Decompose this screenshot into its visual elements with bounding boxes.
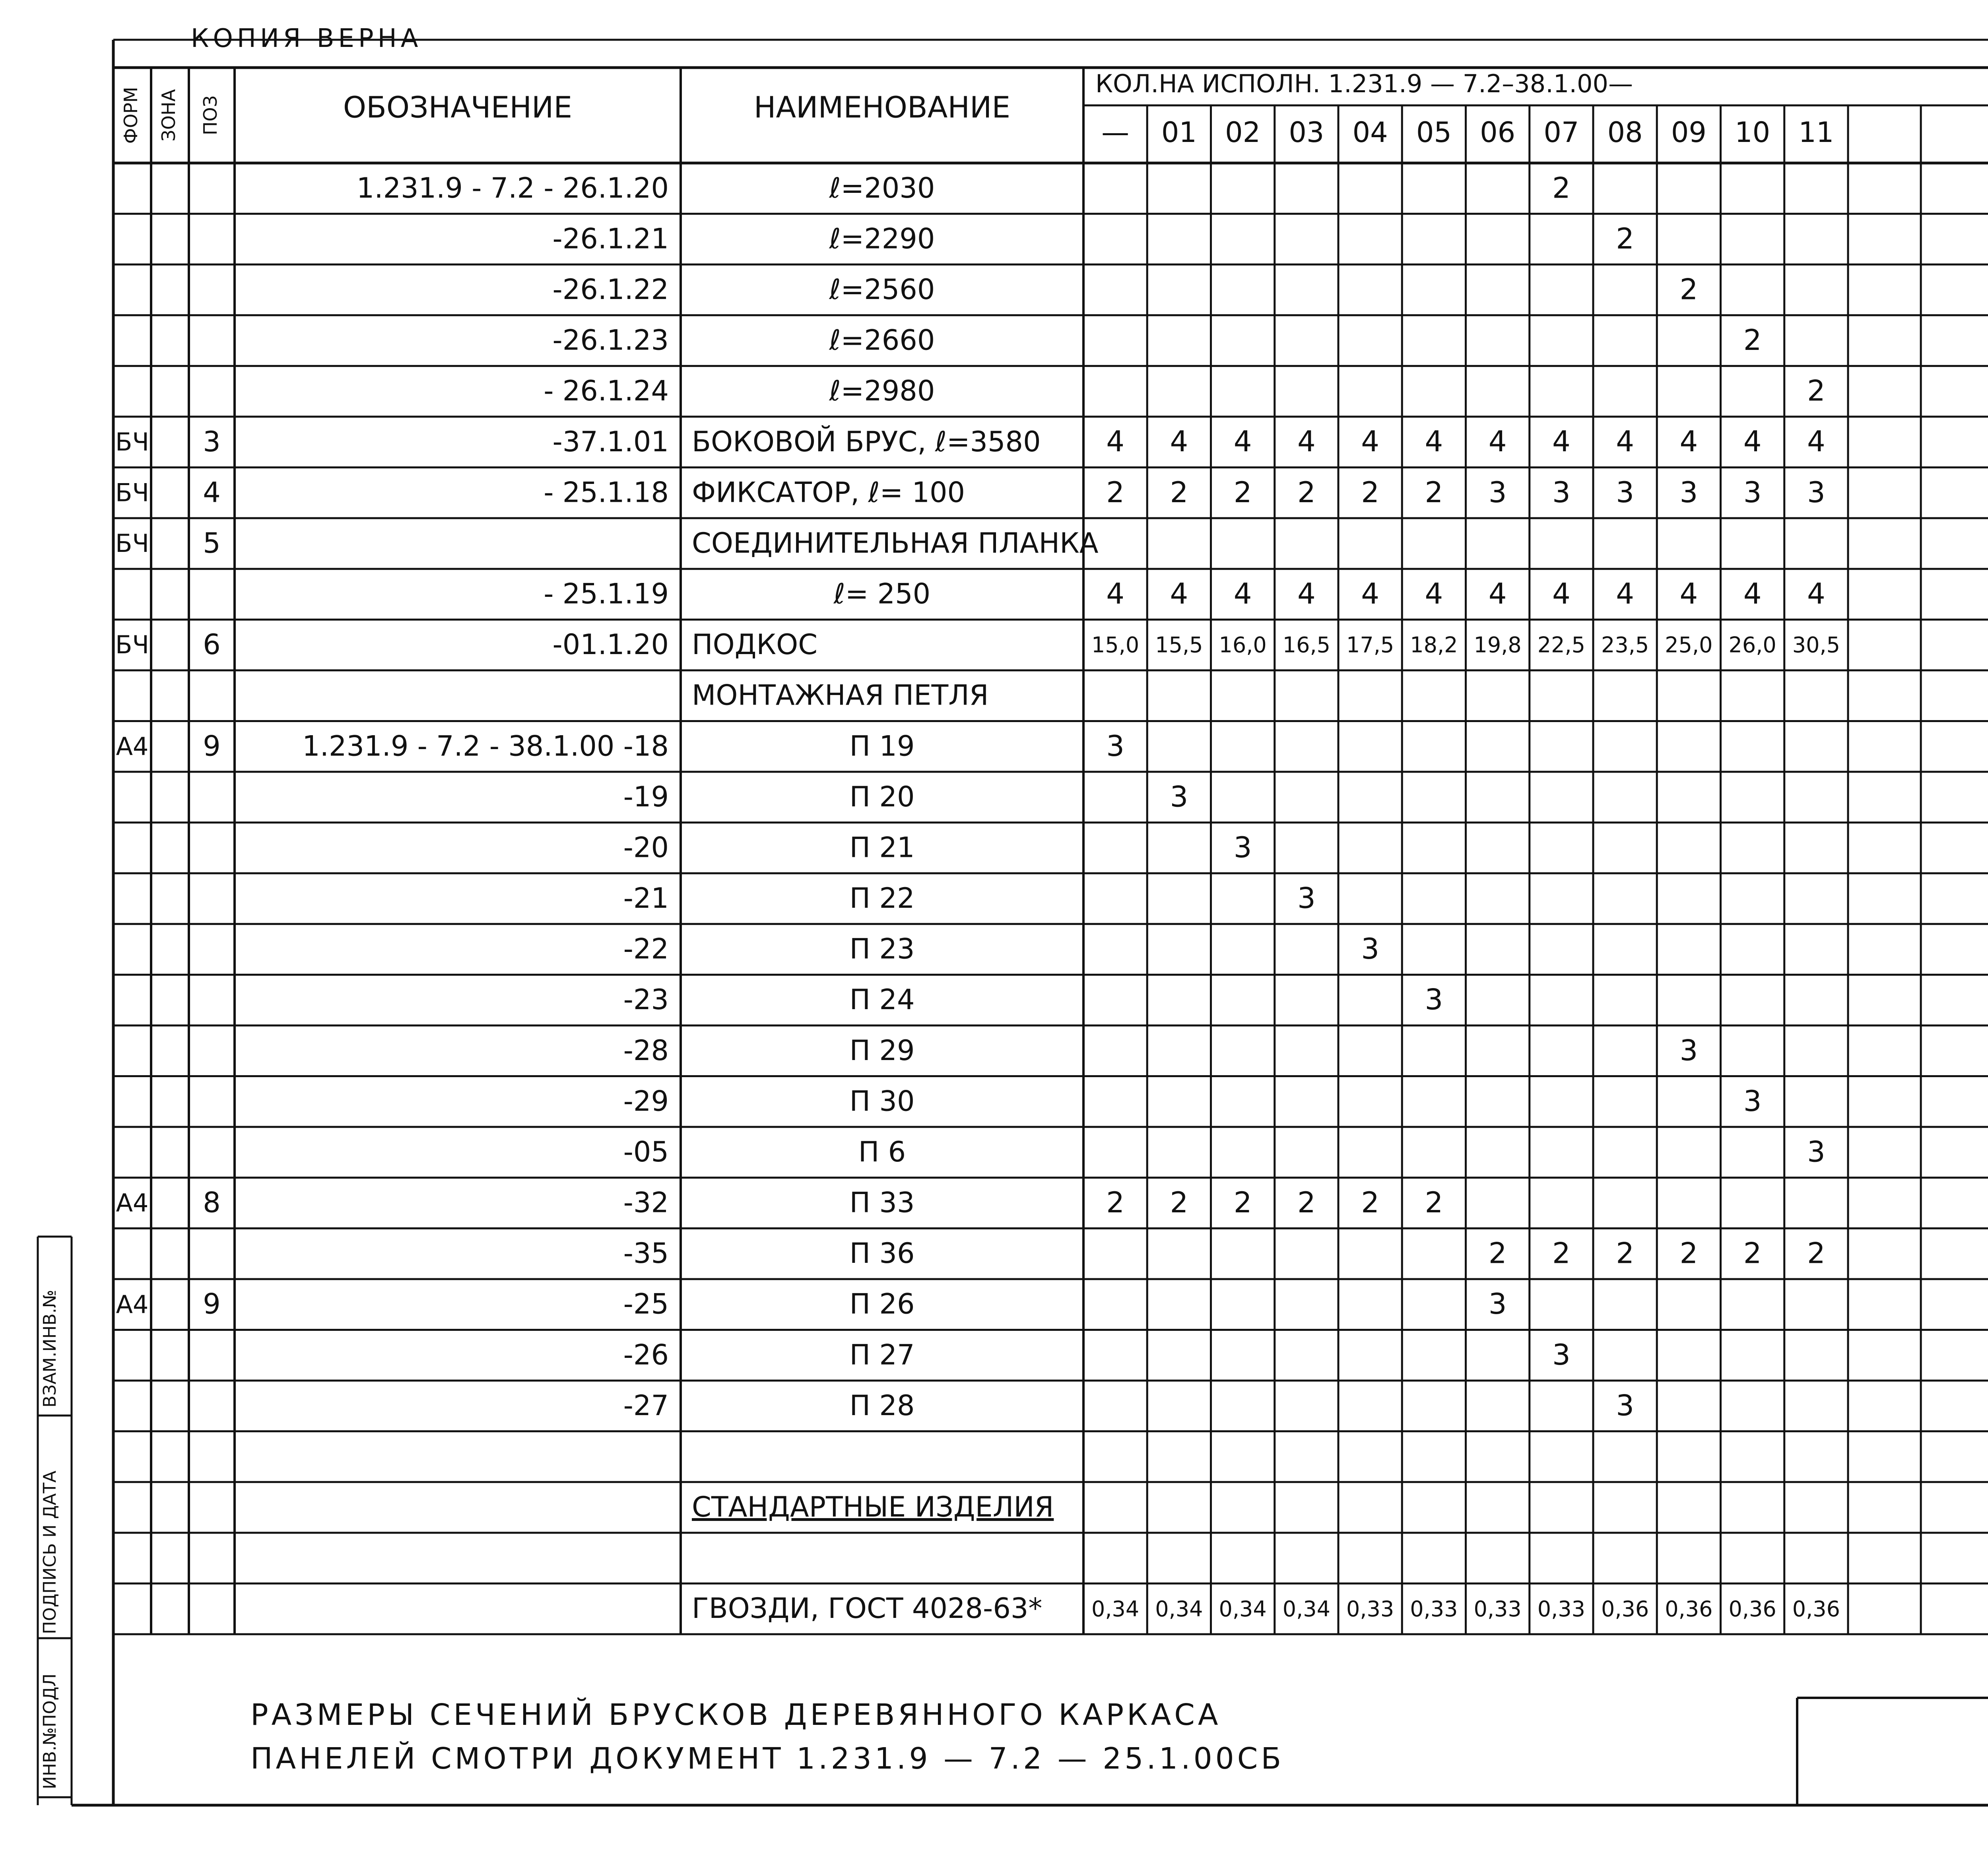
cell-name: СТАНДАРТНЫЕ ИЗДЕЛИЯ: [692, 1491, 1054, 1524]
col-header-variant: 06: [1480, 116, 1516, 149]
cell-qty: 15,5: [1155, 632, 1203, 658]
cell-qty: 4: [1488, 577, 1507, 611]
cell-designation: -29: [623, 1085, 669, 1118]
cell-qty: 3: [1106, 729, 1125, 763]
col-header-qty-group: КОЛ.НА ИСПОЛН. 1.231.9 — 7.2–38.1.00—: [1095, 69, 1633, 99]
cell-qty: 2: [1488, 1236, 1507, 1270]
col-header-form: ФОРМ: [120, 87, 142, 144]
col-header-variant: —: [1101, 116, 1130, 149]
col-header-zone: ЗОНА: [158, 89, 179, 142]
cell-designation: - 26.1.24: [544, 375, 669, 408]
cell-name: П 23: [849, 932, 915, 965]
cell-qty: 2: [1233, 1186, 1252, 1219]
cell-qty: 2: [1425, 1186, 1443, 1219]
cell-qty: 3: [1488, 1287, 1507, 1321]
cell-qty: 18,2: [1410, 632, 1458, 658]
col-header-variant: 08: [1607, 116, 1643, 149]
cell-qty: 0,34: [1155, 1596, 1203, 1621]
cell-designation: -25: [623, 1287, 669, 1320]
cell-qty: 3: [1170, 780, 1188, 814]
cell-form: А4: [116, 732, 149, 761]
cell-qty: 4: [1743, 425, 1762, 458]
col-header-variant: 09: [1671, 116, 1706, 149]
cell-qty: 4: [1552, 577, 1571, 611]
cell-qty: 0,36: [1601, 1596, 1649, 1621]
cell-qty: 2: [1106, 475, 1125, 509]
cell-qty: 3: [1233, 830, 1252, 864]
cell-qty: 2: [1361, 475, 1380, 509]
cell-name: П 29: [849, 1034, 915, 1067]
cell-form: БЧ: [115, 478, 149, 507]
cell-qty: 2: [1170, 475, 1188, 509]
cell-designation: -19: [623, 780, 669, 813]
cell-qty: 3: [1807, 475, 1825, 509]
footer-remark-line2: ПАНЕЛЕЙ СМОТРИ ДОКУМЕНТ 1.231.9 — 7.2 — 25.1.00СБ: [250, 1742, 1285, 1776]
col-header-variant: 07: [1543, 116, 1579, 149]
cell-qty: 0,33: [1537, 1596, 1585, 1621]
cell-name: ℓ=2030: [829, 171, 935, 204]
col-header-name: НАИМЕНОВАНИЕ: [753, 90, 1011, 125]
cell-qty: 2: [1807, 374, 1825, 408]
col-header-pos: ПОЗ: [200, 95, 221, 136]
cell-qty: 3: [1488, 475, 1507, 509]
cell-name: ℓ=2660: [829, 324, 935, 357]
cell-qty: 0,33: [1346, 1596, 1394, 1621]
cell-qty: 2: [1297, 475, 1316, 509]
cell-qty: 25,0: [1665, 632, 1713, 658]
cell-qty: 2: [1425, 475, 1443, 509]
cell-qty: 4: [1807, 425, 1825, 458]
cell-qty: 23,5: [1601, 632, 1649, 658]
cell-qty: 0,34: [1219, 1596, 1267, 1621]
cell-qty: 2: [1679, 272, 1698, 306]
cell-name: ГВОЗДИ, ГОСТ 4028-63*: [692, 1592, 1043, 1625]
cell-qty: 0,33: [1410, 1596, 1458, 1621]
cell-qty: 0,36: [1792, 1596, 1840, 1621]
cell-designation: 1.231.9 - 7.2 - 38.1.00 -18: [302, 730, 669, 763]
side-vzam-inv: ВЗАМ.ИНВ.№: [40, 1289, 60, 1408]
cell-pos: 6: [203, 628, 221, 661]
cell-designation: -23: [623, 983, 669, 1016]
cell-qty: 4: [1233, 577, 1252, 611]
cell-qty: 3: [1552, 475, 1571, 509]
cell-form: А4: [116, 1188, 149, 1218]
cell-qty: 3: [1297, 881, 1316, 915]
cell-name: П 28: [849, 1389, 915, 1422]
cell-name: П 19: [849, 730, 915, 763]
cell-name: П 20: [849, 780, 915, 813]
cell-pos: 8: [203, 1186, 221, 1219]
cell-qty: 4: [1616, 425, 1635, 458]
cell-designation: -01.1.20: [552, 628, 669, 661]
cell-designation: - 25.1.18: [544, 476, 669, 509]
cell-qty: 2: [1297, 1186, 1316, 1219]
cell-name: П 21: [849, 831, 915, 864]
cell-designation: -35: [623, 1237, 669, 1270]
cell-designation: -21: [623, 882, 669, 915]
cell-qty: 30,5: [1792, 632, 1840, 658]
cell-qty: 4: [1679, 425, 1698, 458]
cell-qty: 0,34: [1282, 1596, 1330, 1621]
cell-designation: -27: [623, 1389, 669, 1422]
cell-name: П 27: [849, 1338, 915, 1371]
cell-designation: -32: [623, 1186, 669, 1219]
cell-qty: 26,0: [1728, 632, 1776, 658]
cell-name: МОНТАЖНАЯ ПЕТЛЯ: [692, 679, 989, 712]
cell-qty: 2: [1361, 1186, 1380, 1219]
col-header-variant: 02: [1225, 116, 1261, 149]
cell-name: ℓ=2290: [829, 222, 935, 255]
cell-qty: 0,36: [1665, 1596, 1713, 1621]
cell-name: П 30: [849, 1085, 915, 1118]
cell-qty: 2: [1233, 475, 1252, 509]
cell-qty: 2: [1616, 1236, 1635, 1270]
cell-designation: -26.1.21: [552, 222, 669, 255]
copy-mark: КОПИЯ ВЕРНА: [191, 24, 422, 53]
cell-qty: 22,5: [1537, 632, 1585, 658]
cell-name: П 36: [849, 1237, 915, 1270]
cell-qty: 2: [1170, 1186, 1188, 1219]
cell-qty: 4: [1743, 577, 1762, 611]
col-header-variant: 10: [1735, 116, 1771, 149]
cell-qty: 4: [1425, 425, 1443, 458]
cell-qty: 16,0: [1219, 632, 1267, 658]
cell-qty: 0,33: [1474, 1596, 1522, 1621]
cell-qty: 0,34: [1091, 1596, 1140, 1621]
cell-qty: 4: [1170, 577, 1188, 611]
cell-designation: -26.1.23: [552, 324, 669, 357]
cell-name: ℓ=2560: [829, 273, 935, 306]
cell-qty: 0,36: [1728, 1596, 1776, 1621]
cell-qty: 2: [1743, 323, 1762, 357]
cell-qty: 4: [1106, 425, 1125, 458]
cell-name: П 24: [849, 983, 915, 1016]
cell-designation: 1.231.9 - 7.2 - 26.1.20: [356, 171, 669, 204]
cell-name: П 33: [849, 1186, 915, 1219]
cell-qty: 3: [1807, 1135, 1825, 1169]
cell-qty: 4: [1170, 425, 1188, 458]
cell-qty: 3: [1361, 932, 1380, 966]
cell-qty: 3: [1616, 475, 1635, 509]
cell-name: СОЕДИНИТЕЛЬНАЯ ПЛАНКА: [692, 526, 1099, 559]
cell-name: ℓ=2980: [829, 375, 935, 408]
cell-designation: -28: [623, 1034, 669, 1067]
cell-pos: 4: [203, 476, 221, 509]
cell-designation: -37.1.01: [552, 425, 669, 458]
footer-remark-line1: РАЗМЕРЫ СЕЧЕНИЙ БРУСКОВ ДЕРЕВЯННОГО КАРКАСА: [250, 1698, 1221, 1732]
col-header-variant: 05: [1416, 116, 1452, 149]
cell-qty: 4: [1807, 577, 1825, 611]
cell-qty: 3: [1743, 475, 1762, 509]
cell-name: БОКОВОЙ БРУС, ℓ=3580: [692, 425, 1041, 458]
cell-qty: 4: [1297, 577, 1316, 611]
cell-qty: 4: [1297, 425, 1316, 458]
cell-designation: -20: [623, 831, 669, 864]
cell-qty: 3: [1743, 1084, 1762, 1118]
col-header-variant: 01: [1161, 116, 1197, 149]
col-header-designation: ОБОЗНАЧЕНИЕ: [343, 90, 573, 125]
cell-qty: 3: [1679, 1033, 1698, 1067]
cell-qty: 17,5: [1346, 632, 1394, 658]
cell-name: П 22: [849, 882, 915, 915]
cell-qty: 4: [1616, 577, 1635, 611]
cell-qty: 2: [1552, 171, 1571, 205]
cell-name: ℓ= 250: [833, 577, 931, 610]
cell-qty: 4: [1106, 577, 1125, 611]
cell-designation: -26: [623, 1338, 669, 1371]
cell-form: А4: [116, 1289, 149, 1319]
cell-qty: 3: [1552, 1338, 1571, 1371]
cell-name: П 26: [849, 1287, 915, 1320]
cell-qty: 4: [1361, 577, 1380, 611]
cell-form: БЧ: [115, 427, 149, 456]
cell-qty: 2: [1807, 1236, 1825, 1270]
cell-designation: - 25.1.19: [544, 577, 669, 610]
cell-pos: 9: [203, 730, 221, 763]
cell-qty: 4: [1679, 577, 1698, 611]
cell-qty: 4: [1488, 425, 1507, 458]
cell-qty: 15,0: [1091, 632, 1140, 658]
cell-qty: 4: [1552, 425, 1571, 458]
cell-form: БЧ: [115, 528, 149, 558]
cell-name: П 6: [858, 1135, 906, 1168]
cell-form: БЧ: [115, 630, 149, 660]
cell-qty: 19,8: [1474, 632, 1522, 658]
col-header-variant: 11: [1798, 116, 1834, 149]
side-inv-podl: ИНВ.№ПОДЛ: [40, 1673, 60, 1789]
cell-qty: 2: [1552, 1236, 1571, 1270]
cell-name: ФИКСАТОР, ℓ= 100: [692, 476, 965, 509]
col-header-variant: 04: [1352, 116, 1388, 149]
cell-qty: 3: [1679, 475, 1698, 509]
cell-qty: 4: [1425, 577, 1443, 611]
cell-qty: 4: [1233, 425, 1252, 458]
cell-qty: 3: [1616, 1388, 1635, 1422]
cell-qty: 4: [1361, 425, 1380, 458]
cell-qty: 2: [1743, 1236, 1762, 1270]
cell-designation: -22: [623, 932, 669, 965]
cell-pos: 3: [203, 425, 221, 458]
cell-pos: 5: [203, 526, 221, 559]
cell-qty: 3: [1425, 983, 1443, 1016]
cell-qty: 2: [1106, 1186, 1125, 1219]
cell-designation: -26.1.22: [552, 273, 669, 306]
cell-qty: 16,5: [1282, 632, 1330, 658]
col-header-variant: 03: [1289, 116, 1324, 149]
cell-pos: 9: [203, 1287, 221, 1320]
cell-name: ПОДКОС: [692, 628, 818, 661]
side-sign-date: ПОДПИСЬ И ДАТА: [40, 1470, 60, 1634]
cell-qty: 2: [1679, 1236, 1698, 1270]
cell-designation: -05: [623, 1135, 669, 1168]
cell-qty: 2: [1616, 221, 1635, 255]
